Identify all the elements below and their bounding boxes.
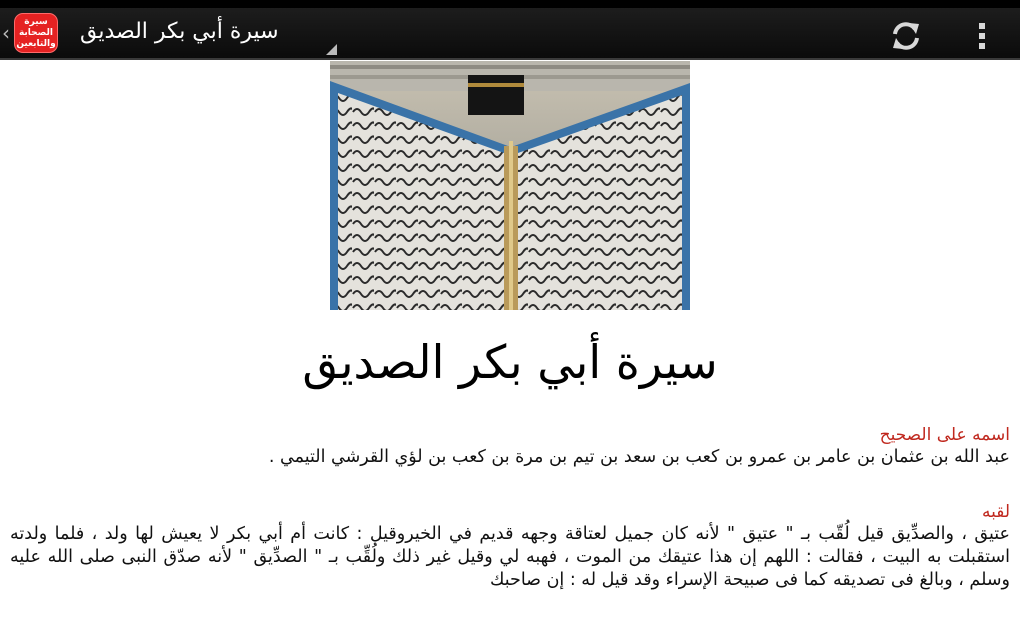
action-bar-title[interactable]: سيرة أبي بكر الصديق	[80, 19, 279, 44]
quran-photo	[330, 61, 690, 310]
chevron-left-icon[interactable]: ‹	[2, 21, 10, 45]
status-bar	[0, 0, 1020, 8]
app-icon-line: والتابعين	[16, 39, 56, 49]
app-icon[interactable]	[14, 13, 58, 53]
refresh-icon[interactable]	[889, 19, 923, 53]
section-heading: اسمه على الصحيح	[879, 425, 1010, 445]
article-title: سيرة أبي بكر الصديق	[302, 335, 718, 389]
dropdown-triangle-icon[interactable]	[326, 44, 337, 55]
section-body: عتيق ، والصدِّيق قيل لُقّب بـ " عتيق " لأنه كان جميل لعتاقة وجهه قديم في الخيروقيل : كانت أم أبي بكر لا يعيش لها ولد ، فلما ولدته استقبلت به البيت ، فقالت : اللهم إن هذا عتيقك من الموت ، فهبه لي وقيل غير ذلك ولُقِّب بـ " الصدِّيق " لأنه صدّق النبى صلى الله عليه وسلم ، وبالغ فى تصديقه كما فى صبيحة الإسراء وقد قيل له : إن صاحبك	[10, 524, 1010, 590]
app-icon-line: سيرة	[24, 17, 48, 27]
name-section	[10, 424, 1010, 469]
more-vertical-icon[interactable]	[968, 19, 996, 53]
hero-image	[330, 61, 690, 310]
section-body: عبد الله بن عثمان بن عامر بن عمرو بن كعب بن سعد بن تيم بن مرة بن كعب بن لؤي القرشي التيمي .	[268, 447, 1010, 467]
section-heading: لقبه	[981, 502, 1010, 522]
action-bar	[0, 8, 1020, 60]
nickname-section	[10, 501, 1010, 592]
app-icon-line: الصحابة	[18, 28, 54, 38]
